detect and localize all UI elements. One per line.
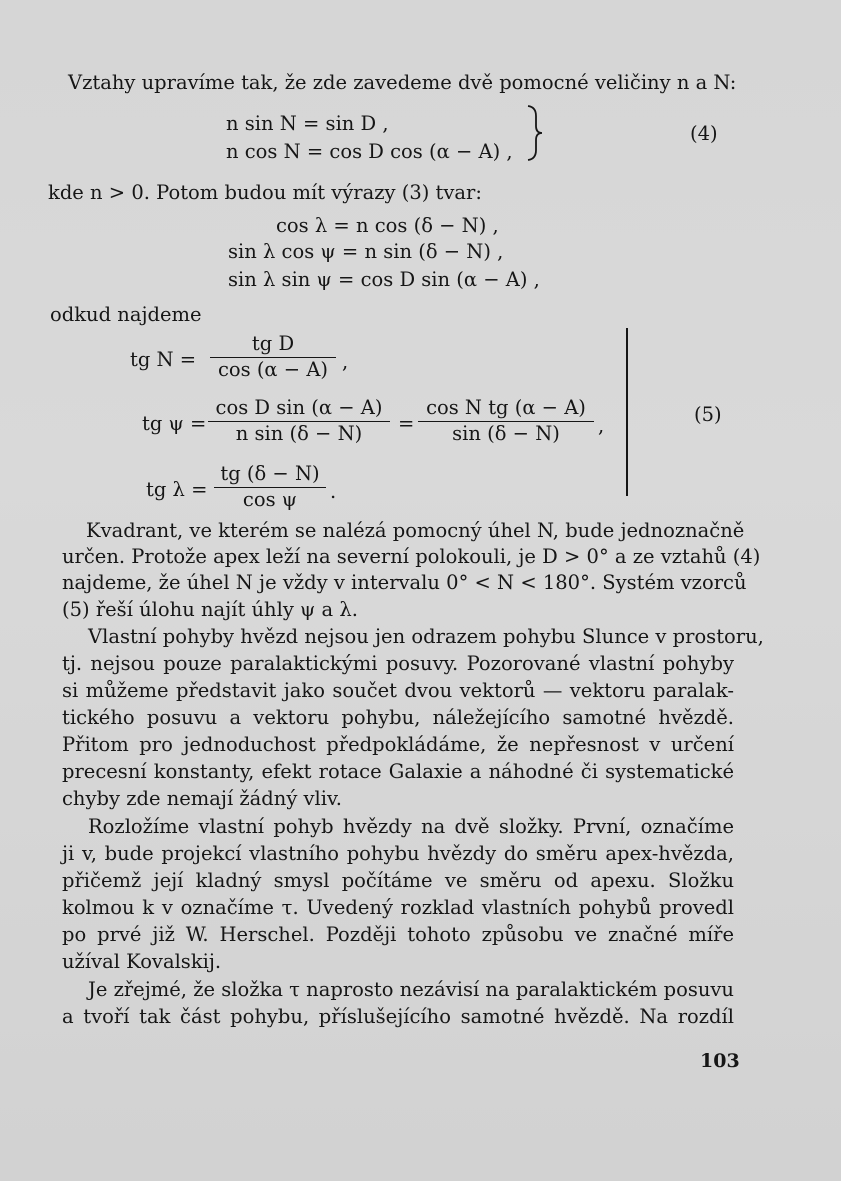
p3-line1: Rozložíme vlastní pohyb hvězdy na dvě složky. První, označíme xyxy=(88,815,734,838)
p1-line4: (5) řeší úlohu najít úhly ψ a λ. xyxy=(62,598,358,621)
eq3-line2: sin λ cos ψ = n sin (δ − N) , xyxy=(228,240,504,263)
p3-line2: ji v, bude projekcí vlastního pohybu hvězdy do směru apex-hvězda, xyxy=(62,842,734,865)
p4-line1: Je zřejmé, že složka τ naprosto nezávisí na paralaktickém posuvu xyxy=(88,978,734,1001)
eq4-line1: n sin N = sin D , xyxy=(226,112,389,135)
p2-line4: tického posuvu a vektoru pohybu, náležejícího samotné hvězdě. xyxy=(62,706,734,729)
eq5-tgpsi-denominator1: n sin (δ − N) xyxy=(235,422,363,445)
intro-line: Vztahy upravíme tak, že zde zavedeme dvě pomocné veličiny n a N: xyxy=(68,71,737,94)
page-number: 103 xyxy=(700,1050,740,1072)
eq5-tgN-denominator: cos (α − A) xyxy=(217,358,329,381)
eq5-tgpsi-fraction1 xyxy=(208,396,390,445)
p1-line3: najdeme, že úhel N je vždy v intervalu 0° < N < 180°. Systém vzorců xyxy=(62,571,747,594)
eq5-tgpsi-denominator2: sin (δ − N) xyxy=(452,422,560,445)
eq5-tgN-comma: , xyxy=(342,350,349,373)
eq5-tglam-fraction xyxy=(214,462,326,511)
eq5-tgpsi-numerator2: cos N tg (α − A) xyxy=(426,396,586,419)
p3-line3: přičemž její kladný smysl počítáme ve směru od apexu. Složku xyxy=(62,869,734,892)
p1-line1: Kvadrant, ve kterém se nalézá pomocný úhel N, bude jednoznačně xyxy=(86,519,745,542)
p2-line2: tj. nejsou pouze paralaktickými posuvy. Pozorované vlastní pohyby xyxy=(62,652,734,675)
eq4-line2: n cos N = cos D cos (α − A) , xyxy=(226,140,513,163)
p2-line3: si můžeme představit jako součet dvou vektorů — vektoru paralak- xyxy=(62,679,734,702)
eq4-brace xyxy=(524,104,544,162)
p2-line6: precesní konstanty, efekt rotace Galaxie a náhodné či systematické xyxy=(62,760,734,783)
eq5-brace xyxy=(622,328,628,496)
eq5-tglam-numerator: tg (δ − N) xyxy=(220,462,320,485)
eq5-tgpsi-fraction2 xyxy=(418,396,594,445)
kde-line: kde n > 0. Potom budou mít výrazy (3) tvar: xyxy=(48,181,482,204)
eq5-label: (5) xyxy=(694,403,722,426)
p3-line6: užíval Kovalskij. xyxy=(62,950,222,973)
eq5-tglam-denominator: cos ψ xyxy=(242,488,298,511)
eq5-tgN-lhs: tg N = xyxy=(130,348,197,371)
eq5-tgN-numerator: tg D xyxy=(251,332,295,355)
p2-line7: chyby zde nemají žádný vliv. xyxy=(62,787,342,810)
p4-line2: a tvoří tak část pohybu, příslušejícího samotné hvězdě. Na rozdíl xyxy=(62,1005,734,1028)
p3-line5: po prvé již W. Herschel. Později tohoto způsobu ve značné míře xyxy=(62,923,734,946)
eq5-tglam-period: . xyxy=(330,480,337,503)
eq3-line3: sin λ sin ψ = cos D sin (α − A) , xyxy=(228,268,540,291)
eq4-label: (4) xyxy=(690,122,718,145)
eq5-tgpsi-equals: = xyxy=(398,412,415,435)
eq5-tglam-lhs: tg λ = xyxy=(146,478,208,501)
p2-line1: Vlastní pohyby hvězd nejsou jen odrazem pohybu Slunce v prostoru, xyxy=(88,625,764,648)
eq5-tgpsi-lhs: tg ψ = xyxy=(142,412,207,435)
eq5-tgN-fraction xyxy=(210,332,336,381)
p3-line4: kolmou k v označíme τ. Uvedený rozklad vlastních pohybů provedl xyxy=(62,896,734,919)
eq3-line1: cos λ = n cos (δ − N) , xyxy=(276,214,499,237)
p2-line5: Přitom pro jednoduchost předpokládáme, že nepřesnost v určení xyxy=(62,733,734,756)
odkud-line: odkud najdeme xyxy=(50,303,202,326)
eq5-tgpsi-numerator1: cos D sin (α − A) xyxy=(215,396,383,419)
p1-line2: určen. Protože apex leží na severní polokouli, je D > 0° a ze vztahů (4) xyxy=(62,545,761,568)
eq5-tgpsi-comma: , xyxy=(598,414,605,437)
